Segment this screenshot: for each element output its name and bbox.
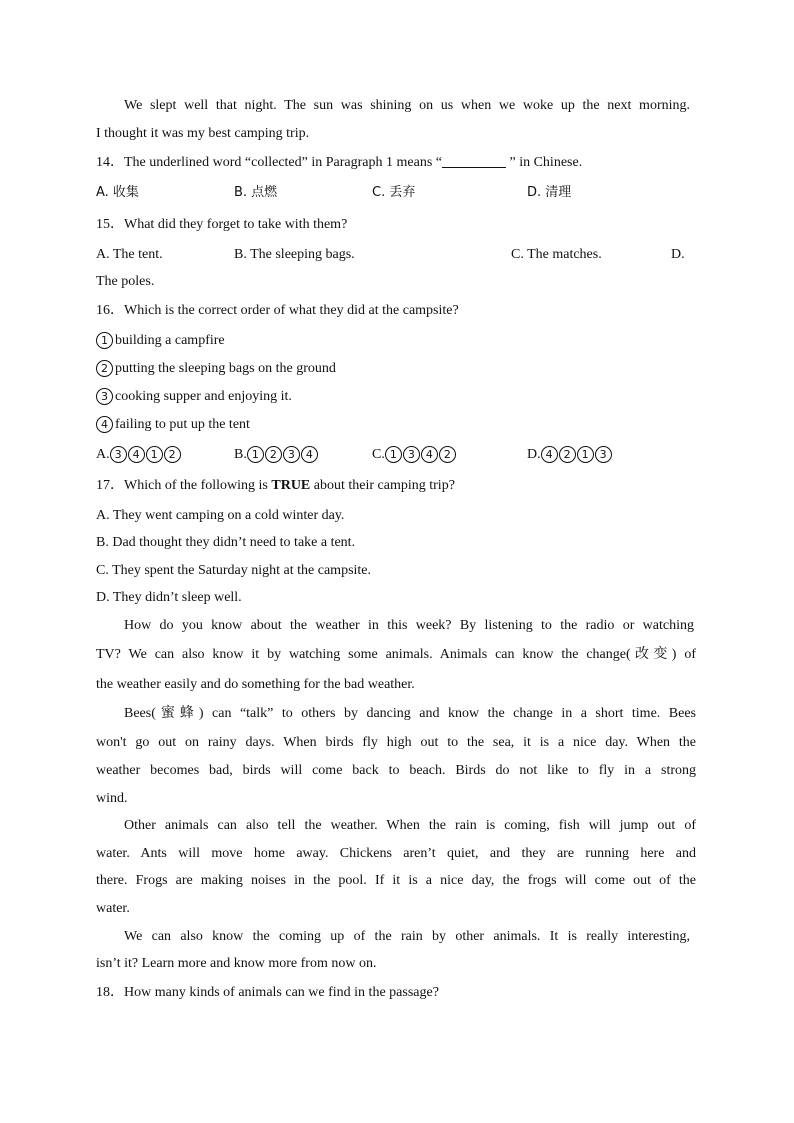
circled-number-icon: 1	[96, 332, 113, 349]
passage2-p1-line-2: TV? We can also know it by watching some animals. Animals can know the change(改变) of	[96, 647, 696, 662]
passage2-p4-line-1: We can also know the coming up of the rain by other animals. It is really interesting,	[124, 929, 690, 944]
question-17-stem	[96, 477, 455, 495]
option-letter: B.	[234, 447, 247, 462]
option-letter: D.	[527, 447, 541, 462]
circled-number-icon: 2	[164, 446, 181, 463]
question-17-stem-text: about their camping trip?	[310, 478, 455, 493]
question-16-option-a	[96, 446, 182, 464]
q16-item-2	[96, 360, 336, 378]
passage2-p3-line-1: Other animals can also tell the weather. When the rain is coming, fish will jump out of	[124, 818, 696, 833]
answer-blank	[442, 153, 506, 168]
question-15-option-b: B. The sleeping bags.	[234, 247, 355, 262]
passage1-line-2: I thought it was my best camping trip.	[96, 126, 310, 141]
passage2-p3-line-4: water.	[96, 901, 130, 916]
question-16-option-d	[527, 446, 613, 464]
question-15-option-c: C. The matches.	[511, 247, 602, 262]
passage2-p2-line-1: Bees(蜜蜂) can “talk” to others by dancing and know the change in a short time. Bees	[124, 706, 696, 721]
question-17-emphasis: TRUE	[271, 478, 311, 493]
passage2-p1-line-3: the weather easily and do something for the bad weather.	[96, 677, 415, 692]
question-17-option-a: A. They went camping on a cold winter day.	[96, 508, 345, 523]
question-14-option-b: B. 点燃	[234, 185, 278, 200]
q16-item-1	[96, 332, 225, 350]
circled-number-icon: 4	[301, 446, 318, 463]
q16-item-3	[96, 388, 292, 406]
q16-item-text: building a campfire	[115, 333, 225, 348]
question-14-option-c: C. 丢弃	[372, 185, 416, 200]
q16-item-text: cooking supper and enjoying it.	[115, 389, 292, 404]
question-16-option-c	[372, 446, 457, 464]
passage1-line-1: We slept well that night. The sun was shining on us when we woke up the next morning.	[124, 98, 690, 113]
q16-item-text: putting the sleeping bags on the ground	[115, 361, 336, 376]
question-14-prefix: 14．The underlined word “collected” in Paragraph 1 means “	[96, 155, 442, 170]
question-17-option-d: D. They didn’t sleep well.	[96, 590, 242, 605]
question-18-stem: 18．How many kinds of animals can we find in the passage?	[96, 985, 439, 1000]
passage2-p2-line-3: weather becomes bad, birds will come back to beach. Birds do not like to fly in a strong	[96, 763, 696, 778]
circled-number-icon: 3	[96, 388, 113, 405]
q16-item-4	[96, 416, 250, 434]
option-letter: A.	[96, 447, 110, 462]
question-15-stem: 15．What did they forget to take with them?	[96, 217, 348, 232]
question-16-stem: 16．Which is the correct order of what they did at the campsite?	[96, 303, 459, 318]
question-17-option-c: C. They spent the Saturday night at the campsite.	[96, 563, 372, 578]
circled-number-icon: 3	[110, 446, 127, 463]
q16-item-text: failing to put up the tent	[115, 417, 250, 432]
question-16-option-b	[234, 446, 319, 464]
question-14-option-a: A. 收集	[96, 185, 139, 200]
circled-number-icon: 2	[265, 446, 282, 463]
circled-number-icon: 2	[439, 446, 456, 463]
circled-number-icon: 1	[146, 446, 163, 463]
circled-number-icon: 3	[595, 446, 612, 463]
circled-number-icon: 4	[541, 446, 558, 463]
circled-number-icon: 2	[559, 446, 576, 463]
circled-number-icon: 4	[96, 416, 113, 433]
question-15-option-d-text: The poles.	[96, 274, 155, 289]
option-letter: C.	[372, 447, 385, 462]
question-14-suffix: ” in Chinese.	[505, 155, 583, 170]
question-17-option-b: B. Dad thought they didn’t need to take a tent.	[96, 535, 356, 550]
passage2-p4-line-2: isn’t it? Learn more and know more from now on.	[96, 956, 377, 971]
circled-number-icon: 4	[128, 446, 145, 463]
passage2-p1-line-1: How do you know about the weather in this week? By listening to the radio or watching	[124, 618, 694, 633]
passage2-p2-line-4: wind.	[96, 791, 128, 806]
question-14-option-d: D. 清理	[527, 185, 572, 200]
question-17-stem-text: 17．Which of the following is	[96, 478, 272, 493]
circled-number-icon: 4	[421, 446, 438, 463]
passage2-p2-line-2: won't go out on rainy days. When birds fly high out to the sea, it is a nice day. When the	[96, 735, 696, 750]
circled-number-icon: 3	[403, 446, 420, 463]
circled-number-icon: 1	[577, 446, 594, 463]
passage2-p3-line-2: water. Ants will move home away. Chickens aren’t quiet, and they are running here and	[96, 846, 696, 861]
question-15-option-d: D.	[671, 247, 685, 262]
question-14-stem	[96, 153, 582, 172]
circled-number-icon: 1	[385, 446, 402, 463]
circled-number-icon: 1	[247, 446, 264, 463]
passage2-p3-line-3: there. Frogs are making noises in the pool. If it is a nice day, the frogs will come out of the	[96, 873, 696, 888]
question-15-option-a: A. The tent.	[96, 247, 163, 262]
circled-number-icon: 2	[96, 360, 113, 377]
circled-number-icon: 3	[283, 446, 300, 463]
